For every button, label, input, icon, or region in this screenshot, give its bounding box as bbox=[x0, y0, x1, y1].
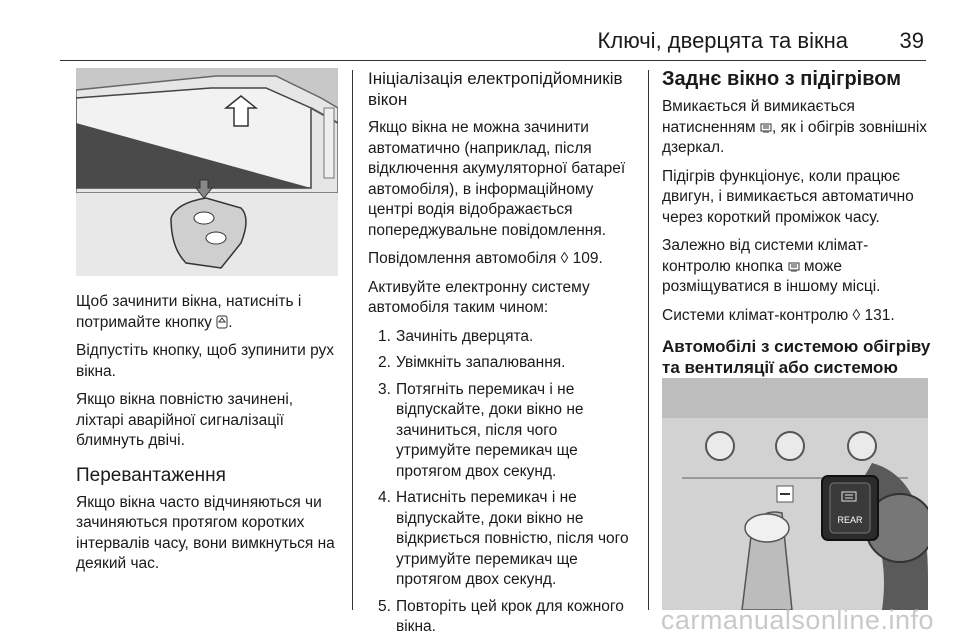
column-divider-left bbox=[352, 70, 353, 610]
paragraph: Відпустіть кнопку, щоб зупинити рух вікна. bbox=[76, 342, 335, 380]
paragraph: Активуйте електронну систему автомобіля таким чином: bbox=[368, 278, 590, 316]
list-item: 4. Натисніть перемикач і не відпускайте, доки вікно не відкриється повністю, після чого утримуйте перемикач ще протягом двох секунд. bbox=[378, 489, 629, 588]
list-item: 3. Потягніть перемикач і не відпускайте, доки вікно не зачиниться, після чого утримуйте перемикач ще протягом двох секунд. bbox=[378, 380, 584, 480]
section-heading: Автомобілі з системою обігріву та вентиляції або системою bbox=[662, 337, 931, 377]
figure-window-key bbox=[76, 68, 338, 276]
window-key-illustration bbox=[76, 68, 338, 276]
paragraph: Якщо вікна не можна зачинити автоматично (наприклад, після відключення акумуляторної батареї автомобіля), в інформаційному центрі водія відображається попереджувальне повідомлення. bbox=[368, 119, 626, 239]
running-title: Ключі, дверцята та вікна bbox=[597, 28, 848, 53]
rear-button-label: REAR bbox=[837, 515, 863, 525]
figure-climate-console bbox=[662, 378, 928, 610]
paragraph: Системи клімат-контролю ◊ 131. bbox=[662, 306, 895, 324]
section-heading: Заднє вікно з підігрівом bbox=[662, 68, 902, 90]
header-rule bbox=[60, 60, 926, 61]
paragraph: Залежно від системи клімат-контролю кнопка може розміщуватися в іншому місці. bbox=[662, 237, 881, 295]
paragraph: Вмикається й вимикається натисненням , як і обігрів зовнішніх дзеркал. bbox=[662, 98, 928, 156]
page-number: 39 bbox=[899, 28, 924, 53]
column-3 bbox=[662, 68, 932, 405]
column-1 bbox=[76, 292, 342, 583]
steps-list bbox=[368, 327, 636, 638]
paragraph: Підігрів функціонує, коли працює двигун, і вимикається автоматично через короткий проміжок часу. bbox=[662, 167, 914, 226]
rear-defrost-icon bbox=[760, 122, 772, 134]
list-item: 2. Увімкніть запалювання. bbox=[378, 354, 566, 371]
window-close-button-icon bbox=[216, 315, 228, 329]
section-heading: Перевантаження bbox=[76, 464, 226, 486]
list-item: 5. Повторіть цей крок для кожного вікна. bbox=[378, 597, 624, 635]
rear-defrost-icon bbox=[788, 261, 800, 273]
column-divider-right bbox=[648, 70, 649, 610]
paragraph: Якщо вікна часто відчиняються чи зачиняються протягом коротких інтервалів часу, вони вимкнуться на деякий час. bbox=[76, 493, 335, 572]
list-item: 1. Зачиніть дверцята. bbox=[378, 327, 534, 345]
section-heading: Ініціалізація електропідйомників вікон bbox=[368, 69, 623, 109]
paragraph: Повідомлення автомобіля ◊ 109. bbox=[368, 250, 603, 267]
paragraph: Щоб зачинити вікна, натисніть і потримайте кнопку . bbox=[76, 293, 302, 331]
paragraph: Якщо вікна повністю зачинені, ліхтарі аварійної сигналізації блимнуть двічі. bbox=[76, 391, 294, 449]
column-2 bbox=[368, 68, 636, 644]
climate-console-illustration bbox=[662, 378, 928, 610]
page-header bbox=[0, 0, 960, 60]
watermark: carmanualsonline.info bbox=[660, 605, 934, 635]
